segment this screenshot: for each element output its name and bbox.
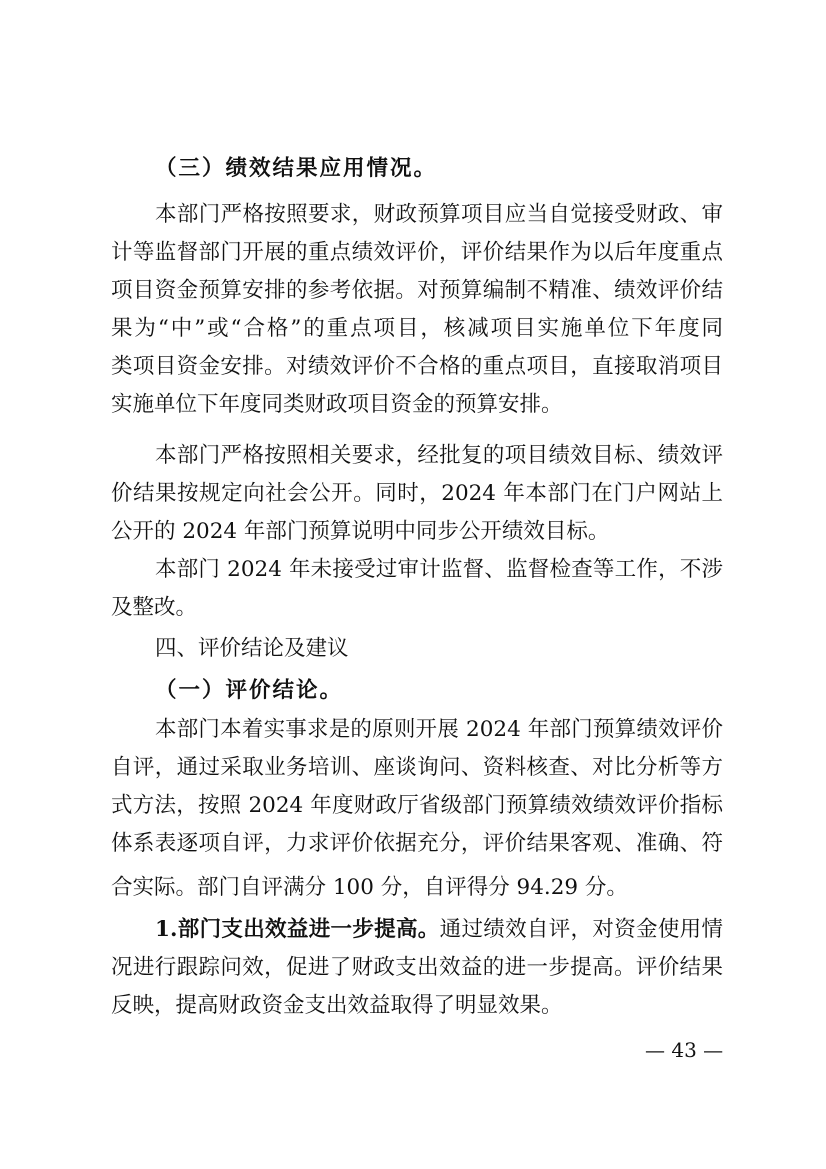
paragraph-4-line-4: 体系表逐项自评，力求评价依据充分，评价结果客观、准确、符 (111, 831, 723, 856)
paragraph-4-line-5: 合实际。部门自评满分 100 分，自评得分 94.29 分。 (111, 875, 628, 900)
paragraph-4-line-2: 自评，通过采取业务培训、座谈询问、资料核查、对比分析等方 (111, 755, 723, 780)
paragraph-1-line-6: 实施单位下年度同类财政项目资金的预算安排。 (111, 392, 563, 417)
paragraph-3-line-2: 及整改。 (111, 595, 198, 620)
page-number: — 43 — (645, 1038, 724, 1062)
paragraph-3-line-1: 本部门 2024 年未接受过审计监督、监督检查等工作，不涉 (155, 557, 723, 582)
paragraph-4-line-1: 本部门本着实事求是的原则开展 2024 年部门预算绩效评价 (155, 717, 723, 742)
paragraph-1-line-5: 类项目资金安排。对绩效评价不合格的重点项目，直接取消项目 (111, 354, 723, 379)
paragraph-2-line-3: 公开的 2024 年部门预算说明中同步公开绩效目标。 (111, 519, 610, 544)
paragraph-1-line-2: 计等监督部门开展的重点绩效评价，评价结果作为以后年度重点 (111, 240, 723, 265)
paragraph-4-line-3: 式方法，按照 2024 年度财政厅省级部门预算绩效绩效评价指标 (111, 793, 723, 818)
paragraph-5-line-1 (155, 915, 723, 945)
paragraph-1-line-1: 本部门严格按照要求，财政预算项目应当自觉接受财政、审 (155, 202, 723, 227)
paragraph-5-first-rest: 通过绩效自评，对资金使用情 (439, 917, 723, 942)
section-heading-4: 四、评价结论及建议 (155, 636, 349, 661)
paragraph-1-line-4: 果为“中”或“合格”的重点项目，核减项目实施单位下年度同 (111, 316, 723, 341)
paragraph-5-line-3: 反映，提高财政资金支出效益取得了明显效果。 (111, 993, 563, 1018)
section-heading-4-1: （一）评价结论。 (155, 678, 344, 703)
paragraph-5-lead: 1.部门支出效益进一步提高。 (155, 917, 440, 942)
paragraph-5-line-2: 况进行跟踪问效，促进了财政支出效益的进一步提高。评价结果 (111, 955, 723, 980)
paragraph-2-line-1: 本部门严格按照相关要求，经批复的项目绩效目标、绩效评 (155, 443, 723, 468)
paragraph-1-line-3: 项目资金预算安排的参考依据。对预算编制不精准、绩效评价结 (111, 278, 723, 303)
paragraph-2-line-2: 价结果按规定向社会公开。同时，2024 年本部门在门户网站上 (111, 481, 723, 506)
section-heading-3-3: （三）绩效结果应用情况。 (155, 156, 438, 181)
